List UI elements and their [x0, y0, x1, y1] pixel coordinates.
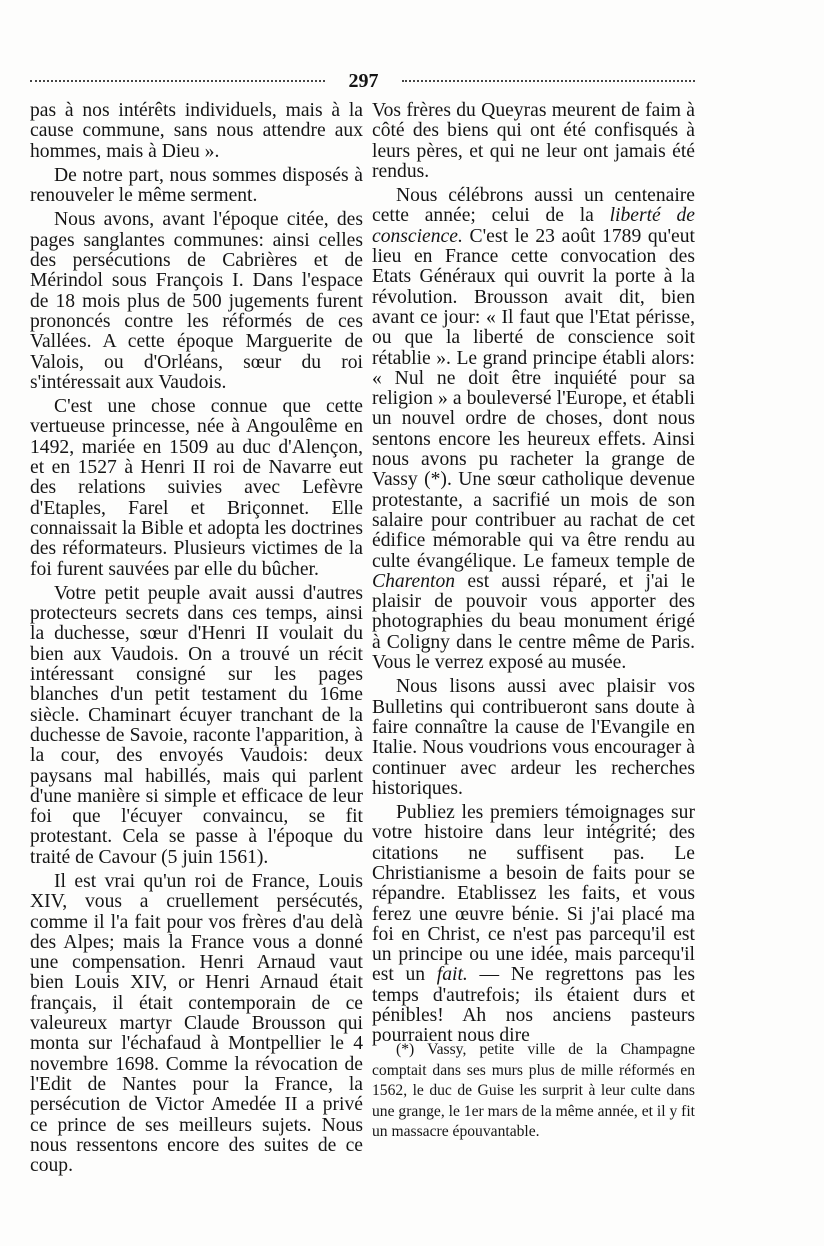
text-run: — Ne regrettons pas les temps d'autrefois; ils étaient durs et pénibles! Ah nos anciens pasteurs pourraient nous dire — [372, 964, 696, 1047]
emphasis: Charenton — [372, 570, 456, 592]
footnote: (*) Vassy, petite ville de la Champagne comptait dans ses murs plus de mille réformés en 1562, le duc de Guise les surprit à leur culte dans une grange, le 1er mars de la même année, et il y fit un massacre épouvantable. — [372, 1041, 695, 1140]
paragraph — [372, 803, 695, 1047]
paragraph: Nous avons, avant l'époque citée, des pages sanglantes communes: ainsi celles des persécutions de Cabrières et de Mérindol sous François I. Dans l'espace de 18 mois plus de 500 jugements furent prononcés contre les réformés de ces Vallées. A cette époque Marguerite de Valois, ou d'Orléans, sœur du roi s'intéressait aux Vaudois. — [30, 209, 363, 393]
paragraph: De notre part, nous sommes disposés à renouveler le même serment. — [30, 164, 363, 207]
paragraph: Nous lisons aussi avec plaisir vos Bulletins qui contribueront sans doute à faire connaître la cause de l'Evangile en Italie. Nous voudrions vous encourager à continuer avec ardeur les recherches historiques. — [372, 676, 695, 799]
paragraph: Vos frères du Queyras meurent de faim à côté des biens qui ont été confisqués à leurs pères, et qui ne leur ont jamais été rendus. — [372, 100, 695, 182]
paragraph: Votre petit peuple avait aussi d'autres protecteurs secrets dans ces temps, ainsi la duchesse, sœur d'Henri II voulait du bien aux Vaudois. On a trouvé un récit intéressant consigné sur les pages blanches d'un petit testament du 16me siècle. Chaminart écuyer tranchant de la duchesse de Savoie, raconte l'apparition, à la cour, des envoyés Vaudois: deux paysans mal habillés, mais qui parlent d'une manière si simple et efficace de leur foi que l'écuyer convaincu, se fit protestant. Cela se passe à l'époque du traité de Cavour (5 juin 1561). — [30, 582, 363, 868]
text-run: Nous célébrons aussi un centenaire cette année; celui de la — [372, 185, 695, 227]
header-rule-right — [402, 80, 695, 82]
header-rule-left — [30, 80, 325, 82]
text-run: est aussi réparé, et j'ai le plaisir de pouvoir vous apporter des photographies du beau monument érigé à Coligny dans le centre même de Paris. Vous le verrez exposé au musée. — [372, 570, 695, 674]
paragraph: Il est vrai qu'un roi de France, Louis XIV, vous a cruellement persécutés, comme il l'a fait pour vos frères d'au delà des Alpes; mais la France vous a donné une compensation. Henri Arnaud vaut bien Louis XIV, or Henri Arnaud était français, il était contemporain de ce valeureux martyr Claude Brousson qui monta sur l'échafaud à Montpellier le 4 novembre 1698. Comme la révocation de l'Edit de Nantes pour la France, la persécution de Victor Amedée II a privé ce prince de ses meilleurs sujets. Nous nous ressentons encore des suites de ce coup. — [30, 870, 363, 1177]
paragraph: pas à nos intérêts individuels, mais à la cause commune, sans nous attendre aux hommes, mais à Dieu ». — [30, 100, 363, 162]
page-number: 297 — [348, 70, 379, 92]
text-run: C'est le 23 août 1789 qu'eut lieu en France cette convocation des Etats Généraux qui ouvrit la porte à la révolution. Brousson avait dit, bien avant ce jour: « Il faut que l'Etat périsse, ou que la liberté de conscience soit rétablie ». Le grand principe établi alors: « Nul ne doit être inquiété pour sa religion » a bouleversé l'Europe, et établi un nouvel ordre de choses, dont nous sentons encore les heureux effets. Ainsi nous avons pu racheter la grange de Vassy (*). Une sœur catholique devenue protestante, a sacrifié un mois de son salaire pour contribuer au rachat de cet édifice mémorable qui va être rendu au culte évangélique. Le fameux temple de — [372, 225, 695, 572]
paragraph: C'est une chose connue que cette vertueuse princesse, née à Angoulême en 1492, mariée en 1509 au duc d'Alençon, et en 1527 à Henri II roi de Navarre eut des relations suivies avec Lefèvre d'Etaples, Farel et Briçonnet. Elle connaissait la Bible et adopta les doctrines des réformateurs. Plusieurs victimes de la foi furent sauvées par elle du bûcher. — [30, 396, 363, 580]
emphasis: liberté de conscience. — [372, 205, 695, 247]
text-run: Publiez les premiers témoignages sur votre histoire dans leur intégrité; des citations ne suffisent pas. Le Christianisme a besoin de faits pour se répandre. Etablissez les faits, et vous ferez une œuvre bénie. Si j'ai placé ma foi en Christ, ce n'est pas parcequ'il est un principe ou une idée, mais parcequ'il est un — [372, 802, 695, 986]
paragraph — [372, 186, 695, 673]
left-column — [30, 101, 363, 1180]
emphasis: fait. — [436, 964, 468, 986]
running-header — [30, 70, 695, 92]
right-column — [372, 101, 695, 1051]
